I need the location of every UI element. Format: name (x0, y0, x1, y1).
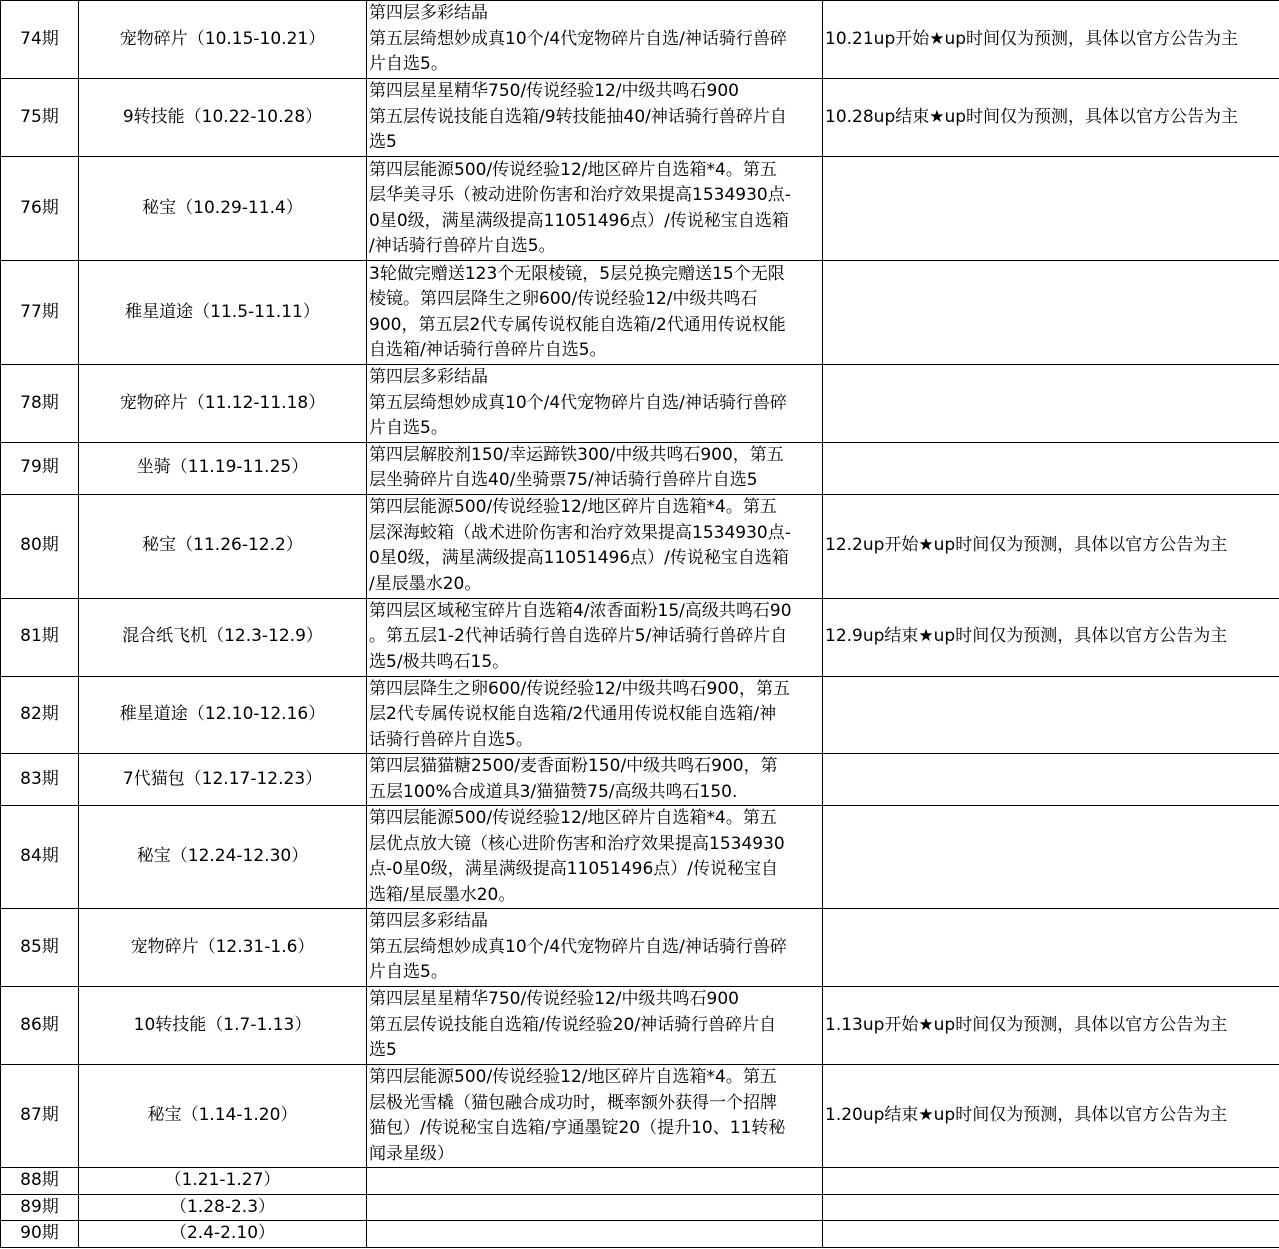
event-cell: 秘宝（12.24-12.30） (79, 806, 367, 909)
reward-cell (367, 157, 823, 261)
reward-cell (367, 987, 823, 1065)
note-cell (823, 676, 1279, 754)
note-cell (823, 1221, 1279, 1248)
reward-line: 片自选5。 (369, 962, 448, 983)
period-cell: 88期 (1, 1168, 79, 1195)
table-row (1, 909, 1279, 987)
note-cell: 1.20up结束★up时间仅为预测，具体以官方公告为主 (823, 1065, 1279, 1168)
reward-line: 层2代专属传说权能自选箱/2代通用传说权能自选箱/神 (369, 704, 777, 724)
reward-line: 第四层区域秘宝碎片自选箱4/浓香面粉15/高级共鸣石90 (369, 600, 792, 621)
reward-line: 选箱/星辰墨水20。 (369, 884, 516, 905)
table-row (1, 1194, 1279, 1221)
event-cell: 秘宝（11.26-12.2） (79, 494, 367, 598)
reward-line: 第四层星星精华750/传说经验12/中级共鸣石900 (369, 81, 739, 102)
table-row (1, 261, 1279, 365)
event-cell: 坐骑（11.19-11.25） (79, 442, 367, 494)
period-cell: 89期 (1, 1194, 79, 1221)
period-cell: 80期 (1, 494, 79, 598)
note-cell: 10.28up结束★up时间仅为预测，具体以官方公告为主 (823, 79, 1279, 157)
event-cell: （2.4-2.10） (79, 1221, 367, 1248)
reward-cell (367, 442, 823, 494)
reward-line: 第四层能源500/传说经验12/地区碎片自选箱*4。第五 (369, 497, 777, 517)
period-cell: 83期 (1, 754, 79, 806)
table-row (1, 1, 1279, 79)
event-cell: （1.28-2.3） (79, 1194, 367, 1221)
reward-cell (367, 1221, 823, 1248)
period-cell: 77期 (1, 261, 79, 365)
reward-line: 0星0级，满星满级提高11051496点）/传说秘宝自选箱 (369, 210, 789, 231)
reward-line: 900，第五层2代专属传说权能自选箱/2代通用传说权能 (369, 314, 786, 335)
event-cell: 混合纸飞机（12.3-12.9） (79, 598, 367, 676)
event-cell: 9转技能（10.22-10.28） (79, 79, 367, 157)
reward-cell (367, 79, 823, 157)
period-cell: 76期 (1, 157, 79, 261)
reward-cell (367, 365, 823, 443)
note-cell (823, 806, 1279, 909)
note-cell (823, 365, 1279, 443)
period-cell: 86期 (1, 987, 79, 1065)
table-row (1, 806, 1279, 909)
reward-cell (367, 1065, 823, 1168)
note-cell (823, 1194, 1279, 1221)
period-cell: 87期 (1, 1065, 79, 1168)
reward-line: 五层100%合成道具3/猫猫赞75/高级共鸣石150. (369, 781, 738, 802)
reward-line: 第五层传说技能自选箱/传说经验20/神话骑行兽碎片自 (369, 1014, 777, 1035)
reward-line: 层深海蛟箱（战术进阶伤害和治疗效果提高1534930点- (369, 522, 791, 543)
reward-line: 自选箱/神话骑行兽碎片自选5。 (369, 340, 607, 360)
table-row (1, 1065, 1279, 1168)
table-row (1, 365, 1279, 443)
period-cell: 90期 (1, 1221, 79, 1248)
reward-line: 猫包）/传说秘宝自选箱/亨通墨锭20（提升10、11转秘 (369, 1118, 786, 1138)
reward-cell (367, 1, 823, 79)
reward-line: 第四层多彩结晶 (369, 367, 488, 387)
table-row (1, 676, 1279, 754)
event-cell: 宠物碎片（10.15-10.21） (79, 1, 367, 79)
note-cell: 12.9up结束★up时间仅为预测，具体以官方公告为主 (823, 598, 1279, 676)
event-cell: 7代猫包（12.17-12.23） (79, 754, 367, 806)
reward-line: 点-0星0级，满星满级提高11051496点）/传说秘宝自 (369, 859, 779, 879)
note-cell: 12.2up开始★up时间仅为预测，具体以官方公告为主 (823, 494, 1279, 598)
table-row (1, 754, 1279, 806)
reward-line: 0星0级，满星满级提高11051496点）/传说秘宝自选箱 (369, 548, 789, 568)
reward-cell (367, 261, 823, 365)
table-row (1, 598, 1279, 676)
event-cell: 宠物碎片（11.12-11.18） (79, 365, 367, 443)
period-cell: 85期 (1, 909, 79, 987)
event-cell: 稚星道途（11.5-11.11） (79, 261, 367, 365)
reward-line: 片自选5。 (369, 54, 448, 75)
reward-line: /神话骑行兽碎片自选5。 (369, 236, 556, 256)
period-cell: 84期 (1, 806, 79, 909)
note-cell (823, 261, 1279, 365)
reward-line: 层极光雪橇（猫包融合成功时，概率额外获得一个招牌 (369, 1092, 777, 1113)
reward-line: 话骑行兽碎片自选5。 (369, 729, 533, 750)
reward-line: 第四层降生之卵600/传说经验12/中级共鸣石900，第五 (369, 678, 790, 699)
reward-line: 3轮做完赠送123个无限棱镜，5层兑换完赠送15个无限 (369, 263, 785, 284)
reward-line: 闻录星级） (369, 1143, 454, 1164)
reward-line: 第四层猫猫糖2500/麦香面粉150/中级共鸣石900，第 (369, 756, 778, 776)
event-cell: （1.21-1.27） (79, 1168, 367, 1195)
reward-line: 第四层能源500/传说经验12/地区碎片自选箱*4。第五 (369, 808, 777, 828)
reward-line: 第四层能源500/传说经验12/地区碎片自选箱*4。第五 (369, 1067, 777, 1087)
reward-cell (367, 494, 823, 598)
table-row (1, 1168, 1279, 1195)
event-cell: 宠物碎片（12.31-1.6） (79, 909, 367, 987)
reward-cell (367, 1194, 823, 1221)
period-cell: 78期 (1, 365, 79, 443)
reward-cell (367, 754, 823, 806)
reward-line: 第四层星星精华750/传说经验12/中级共鸣石900 (369, 989, 739, 1010)
reward-line: 第五层传说技能自选箱/9转技能抽40/神话骑行兽碎片自 (369, 106, 787, 127)
table-row (1, 1221, 1279, 1248)
reward-line: 棱镜。第四层降生之卵600/传说经验12/中级共鸣石 (369, 289, 758, 309)
reward-line: 选5 (369, 1040, 397, 1061)
reward-line: 第四层多彩结晶 (369, 3, 488, 24)
note-cell (823, 442, 1279, 494)
reward-line: /星辰墨水20。 (369, 573, 482, 594)
note-cell: 10.21up开始★up时间仅为预测，具体以官方公告为主 (823, 1, 1279, 79)
reward-cell (367, 1168, 823, 1195)
note-cell (823, 909, 1279, 987)
reward-cell (367, 909, 823, 987)
note-cell (823, 1168, 1279, 1195)
reward-cell (367, 598, 823, 676)
period-cell: 79期 (1, 442, 79, 494)
table-row (1, 442, 1279, 494)
reward-cell (367, 806, 823, 909)
event-cell: 秘宝（1.14-1.20） (79, 1065, 367, 1168)
period-cell: 82期 (1, 676, 79, 754)
reward-line: 第四层能源500/传说经验12/地区碎片自选箱*4。第五 (369, 159, 777, 180)
reward-line: 层优点放大镜（核心进阶伤害和治疗效果提高1534930 (369, 833, 785, 854)
note-cell: 1.13up开始★up时间仅为预测，具体以官方公告为主 (823, 987, 1279, 1065)
reward-line: 层坐骑碎片自选40/坐骑票75/神话骑行兽碎片自选5 (369, 470, 758, 490)
event-cell: 秘宝（10.29-11.4） (79, 157, 367, 261)
reward-line: 层华美寻乐（被动进阶伤害和治疗效果提高1534930点- (369, 185, 791, 205)
reward-line: 第五层绮想妙成真10个/4代宠物碎片自选/神话骑行兽碎 (369, 28, 787, 49)
reward-line: 选5/极共鸣石15。 (369, 651, 510, 672)
note-cell (823, 157, 1279, 261)
reward-line: 第五层绮想妙成真10个/4代宠物碎片自选/神话骑行兽碎 (369, 392, 787, 413)
reward-line: 片自选5。 (369, 418, 448, 438)
table-row (1, 79, 1279, 157)
reward-line: 第五层绮想妙成真10个/4代宠物碎片自选/神话骑行兽碎 (369, 936, 787, 957)
note-cell (823, 754, 1279, 806)
table-row (1, 494, 1279, 598)
schedule-table-body (1, 1, 1279, 1248)
event-cell: 10转技能（1.7-1.13） (79, 987, 367, 1065)
event-cell: 稚星道途（12.10-12.16） (79, 676, 367, 754)
period-cell: 81期 (1, 598, 79, 676)
reward-line: 选5 (369, 132, 397, 153)
reward-cell (367, 676, 823, 754)
table-row (1, 987, 1279, 1065)
reward-line: 第四层多彩结晶 (369, 911, 488, 932)
period-cell: 74期 (1, 1, 79, 79)
reward-line: 第四层解胶剂150/幸运蹄铁300/中级共鸣石900，第五 (369, 444, 784, 465)
period-cell: 75期 (1, 79, 79, 157)
reward-line: 。第五层1-2代神话骑行兽自选碎片5/神话骑行兽碎片自 (369, 626, 788, 647)
table-row (1, 157, 1279, 261)
